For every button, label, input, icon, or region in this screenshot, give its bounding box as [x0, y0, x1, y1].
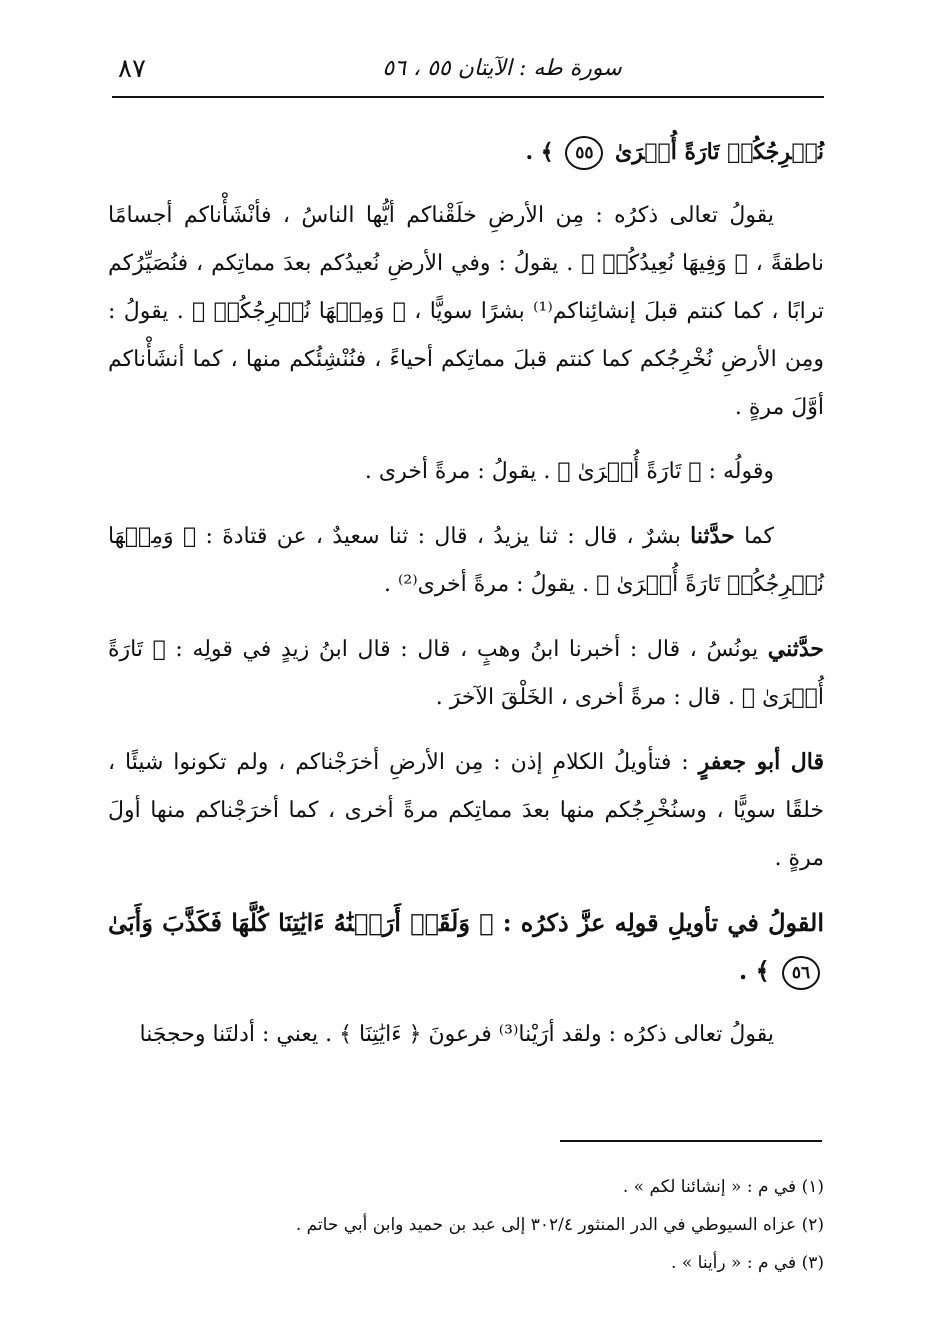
section-heading-verse-56: [108, 899, 824, 995]
page-number: ٨٧: [118, 54, 146, 84]
footnote-3: (٣) في م : « رأينا » .: [671, 1253, 824, 1273]
narration-prefix: كما: [734, 524, 775, 549]
abu-jafar-label: قال أبو جعفرٍ: [698, 749, 825, 775]
header-rule: [112, 96, 824, 98]
verse-text: نُخۡرِجُكُمۡ تَارَةً أُخۡرَىٰ: [615, 139, 824, 165]
verse-text: ﴿ وَلَقَدۡ أَرَيۡنَٰهُ ءَايَٰتِنَا كُلَّهَا فَكَذَّبَ وَأَبَىٰ: [108, 908, 494, 937]
running-title: سورة طه : الآيتان ٥٥ ، ٥٦: [382, 56, 622, 81]
verse-line-55: [108, 128, 824, 176]
footnote-rule: [560, 1140, 822, 1142]
section-heading-label: القولُ في تأويلِ قولِه عزَّ ذكرُه :: [502, 908, 825, 937]
narration-haddathani: حدَّثني: [767, 636, 824, 662]
tafsir-paragraph-3: يقولُ تعالى ذكرُه : ولقد أرَيْنا⁽³⁾ فرعونَ ﴿ ءَايَٰتِنَا ﴾ . يعني : أدلتَنا وحججَنا: [139, 1022, 774, 1047]
abu-jafar-paragraph: [108, 738, 824, 883]
abu-jafar-text: : فتأويلُ الكلامِ إذن : مِن الأرضِ أخرَجْناكم ، ولم تكونوا شيئًا ، خلقًا سويًّا ، وسنُخْرِجُكم منها بعدَ مماتِكم مرةً أخرى ، كما أخرَجْناكم منها أولَ مرةٍ .: [108, 750, 824, 871]
narration-text: يونُسُ ، قال : أخبرنا ابنُ وهبٍ ، قال : قال ابنُ زيدٍ في قولِه : ﴿ تَارَةً أُخۡرَىٰ ﴾ . قال : مرةً أخرى ، الخَلْقَ الآخرَ .: [108, 637, 824, 710]
tafsir-paragraph-2: وقولُه : ﴿ تَارَةً أُخۡرَىٰ ﴾ . يقولُ : مرةً أخرى .: [364, 459, 774, 484]
tafsir-paragraph-1: يقولُ تعالى ذكرُه : مِن الأرضِ خلَقْناكم أيُّها الناسُ ، فأنْشَأْناكم أجسامًا ناطقةً ، ﴿ وَفِيهَا نُعِيدُكُمۡ ﴾ . يقولُ : وفي الأرضِ نُعيدُكم بعدَ مماتِكم ، فنُصَيِّرُكم ترابًا ، كما كنتم قبلَ إنشائِناكم⁽¹⁾ بشرًا سويًّا ، ﴿ وَمِنۡهَا نُخۡرِجُكُمۡ ﴾ . يقولُ : ومِن الأرضِ نُخْرِجُكم كما كنتم قبلَ مماتِكم أحياءً ، فنُنْشِئُكم منها ، كما أنشَأْناكم أوَّلَ مرةٍ .: [108, 203, 824, 420]
verse-number-marker: ٥٥: [565, 136, 603, 170]
main-text: [108, 128, 824, 1075]
footnotes: [108, 1168, 824, 1282]
narration-text: بشرٌ ، قال : ثنا يزيدُ ، قال : ثنا سعيدٌ ، عن قتادةَ : ﴿ وَمِنۡهَا نُخۡرِجُكُمۡ تَارَةً أُخۡرَىٰ ﴾ . يقولُ : مرةً أخرى⁽²⁾ .: [108, 524, 824, 597]
verse-number-marker: ٥٦: [782, 956, 820, 990]
narration-ibn-zayd: [108, 625, 824, 722]
verse-close: ﴾ .: [738, 956, 770, 985]
footnote-1: (١) في م : « إنشائنا لكم » .: [622, 1177, 824, 1197]
footnote-2: (٢) عزاه السيوطي في الدر المنثور ٣٠٢/٤ إلى عبد بن حميد وابن أبي حاتم .: [295, 1215, 824, 1235]
page-header: [112, 48, 824, 98]
narration-haddathana: حدَّثنا: [690, 523, 735, 549]
narration-qatada: [108, 512, 824, 609]
verse-close: ﴾ .: [525, 139, 554, 165]
